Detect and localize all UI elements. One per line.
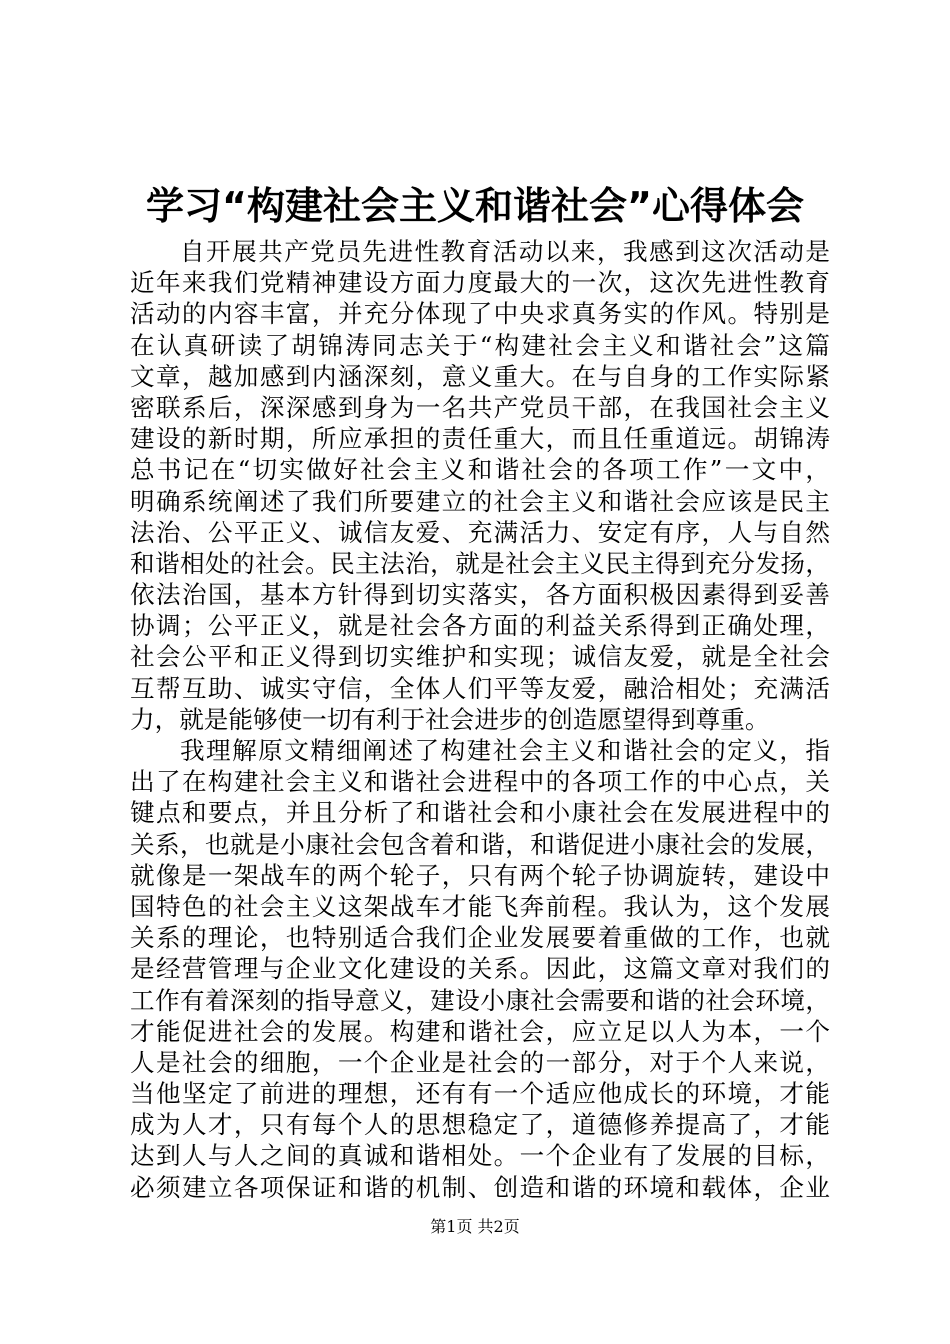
text-line: 必须建立各项保证和谐的机制、创造和谐的环境和载体，企业	[130, 1172, 830, 1202]
text-line: 建设的新时期，所应承担的责任重大，而且任重道远。胡锦涛	[130, 424, 830, 454]
text-line: 法治、公平正义、诚信友爱、充满活力、安定有序，人与自然	[130, 517, 830, 547]
text-line: 工作有着深刻的指导意义，建设小康社会需要和谐的社会环境，	[130, 985, 830, 1015]
text-line: 力，就是能够使一切有利于社会进步的创造愿望得到尊重。	[130, 704, 770, 734]
text-line: 自开展共产党员先进性教育活动以来，我感到这次活动是	[180, 237, 830, 266]
text-line: 达到人与人之间的真诚和谐相处。一个企业有了发展的目标，	[130, 1141, 830, 1171]
text-line: 关系，也就是小康社会包含着和谐，和谐促进小康社会的发展，	[130, 829, 830, 859]
text-line: 键点和要点，并且分析了和谐社会和小康社会在发展进程中的	[130, 798, 830, 828]
document-body	[130, 236, 830, 1203]
text-line: 总书记在“切实做好社会主义和谐社会的各项工作”一文中，	[130, 455, 830, 485]
text-line: 成为人才，只有每个人的思想稳定了，道德修养提高了，才能	[130, 1110, 830, 1140]
text-line: 是经营管理与企业文化建设的关系。因此，这篇文章对我们的	[130, 954, 830, 984]
text-line: 明确系统阐述了我们所要建立的社会主义和谐社会应该是民主	[130, 486, 830, 516]
text-line: 关系的理论，也特别适合我们企业发展要着重做的工作，也就	[130, 923, 830, 953]
text-line: 近年来我们党精神建设方面力度最大的一次，这次先进性教育	[130, 268, 830, 298]
page-number-footer: 第1页 共2页	[430, 1217, 520, 1236]
text-line: 国特色的社会主义这架战车才能飞奔前程。我认为，这个发展	[130, 891, 830, 921]
text-line: 当他坚定了前进的理想，还有有一个适应他成长的环境，才能	[130, 1079, 830, 1109]
text-line: 就像是一架战车的两个轮子，只有两个轮子协调旋转，建设中	[130, 860, 830, 890]
text-line: 文章，越加感到内涵深刻，意义重大。在与自身的工作实际紧	[130, 361, 830, 391]
text-line: 密联系后，深深感到身为一名共产党员干部，在我国社会主义	[130, 392, 830, 422]
text-line: 才能促进社会的发展。构建和谐社会，应立足以人为本，一个	[130, 1016, 830, 1046]
text-line: 互帮互助、诚实守信，全体人们平等友爱，融洽相处；充满活	[130, 673, 830, 703]
text-line: 在认真研读了胡锦涛同志关于“构建社会主义和谐社会”这篇	[130, 330, 830, 360]
text-line: 依法治国，基本方针得到切实落实，各方面积极因素得到妥善	[130, 580, 830, 610]
text-line: 协调；公平正义，就是社会各方面的利益关系得到正确处理，	[130, 611, 830, 641]
document-title: 学习“构建社会主义和谐社会”心得体会	[146, 184, 804, 228]
text-line: 人是社会的细胞，一个企业是社会的一部分，对于个人来说，	[130, 1047, 830, 1077]
text-line: 出了在构建社会主义和谐社会进程中的各项工作的中心点，关	[130, 767, 830, 797]
paragraph-2	[130, 735, 830, 1203]
paragraph-1	[130, 236, 830, 735]
text-line: 社会公平和正义得到切实维护和实现；诚信友爱，就是全社会	[130, 642, 830, 672]
text-line: 和谐相处的社会。民主法治，就是社会主义民主得到充分发扬，	[130, 548, 830, 578]
text-line: 活动的内容丰富，并充分体现了中央求真务实的作风。特别是	[130, 299, 830, 329]
text-line: 我理解原文精细阐述了构建社会主义和谐社会的定义，指	[180, 736, 830, 765]
